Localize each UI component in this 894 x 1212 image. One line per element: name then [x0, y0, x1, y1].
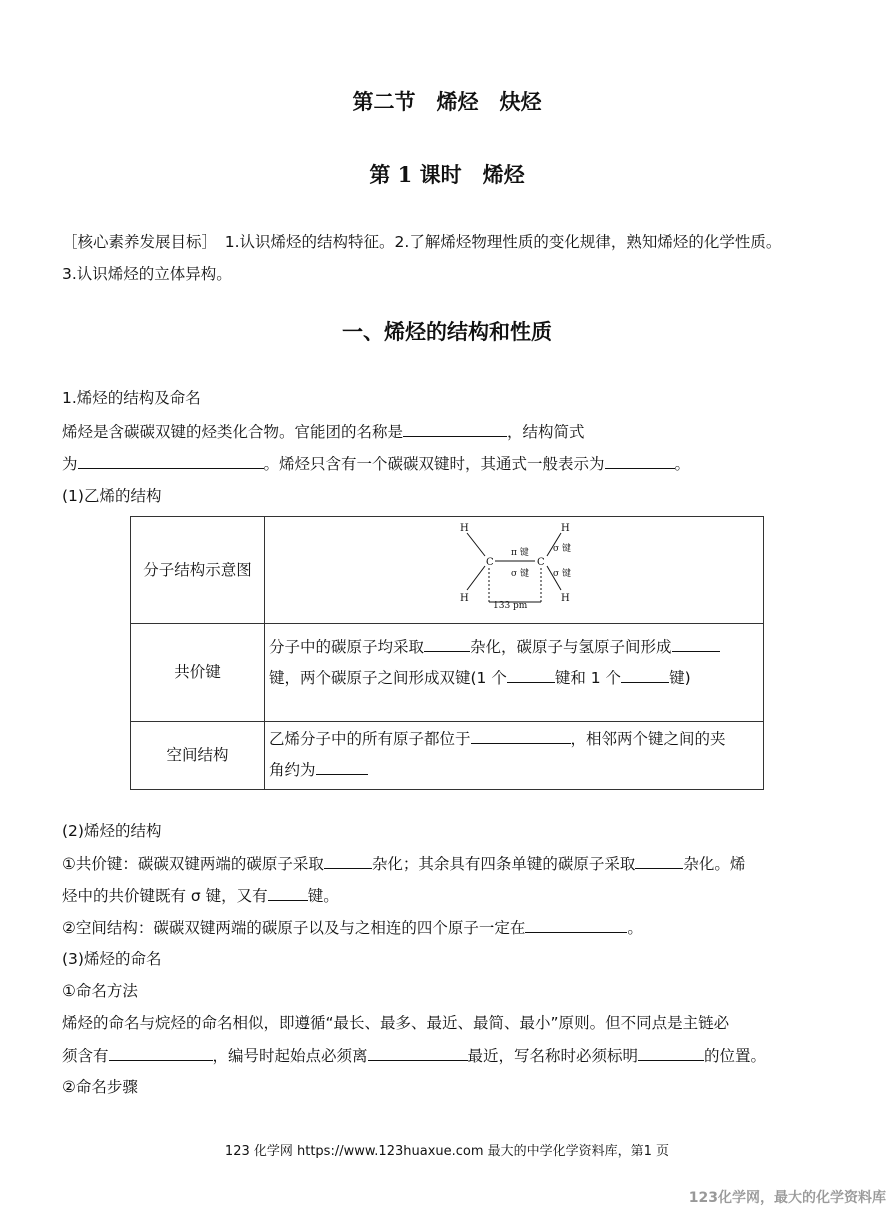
diagram-cell — [265, 517, 764, 624]
text-fragment: 的位置。 — [704, 1047, 767, 1065]
sigma-bond-label: σ 键 — [511, 568, 530, 579]
table-label: 空间结构 — [131, 722, 265, 790]
lesson-title: 第 1 课时 烯烃 — [369, 162, 525, 187]
text-fragment: 烃中的共价键既有 σ 键，又有 — [62, 887, 268, 905]
text-fragment: 烯烃是含碳碳双键的烃类化合物。官能团的名称是 — [62, 423, 404, 441]
answer-blank[interactable] — [635, 853, 683, 869]
text-fragment: 为 — [62, 455, 78, 473]
text-fragment: 最近，写名称时必须标明 — [467, 1047, 639, 1065]
text-fragment: ②空间结构：碳碳双键两端的碳原子以及与之相连的四个原子一定在 — [62, 919, 526, 937]
text-fragment: 杂化，碳原子与氢原子间形成 — [470, 638, 672, 656]
table-row — [131, 517, 764, 624]
text-fragment: 杂化。烯 — [683, 855, 746, 873]
site-watermark: 123化学网，最大的化学资料库 — [688, 1190, 886, 1206]
answer-blank[interactable] — [109, 1045, 213, 1061]
cell-line — [269, 632, 759, 663]
answer-blank[interactable] — [424, 636, 470, 652]
answer-blank[interactable] — [368, 1045, 468, 1061]
answer-blank[interactable] — [525, 917, 627, 933]
text-fragment: ，相邻两个键之间的夹 — [570, 730, 726, 748]
answer-blank[interactable] — [621, 667, 669, 683]
cell-line — [269, 724, 759, 755]
atom-C: C — [486, 556, 494, 568]
text-fragment: 键和 1 个 — [554, 669, 622, 687]
paragraph-line — [62, 421, 585, 442]
cell-line — [269, 755, 759, 786]
bond-line — [467, 566, 485, 590]
text-fragment: ①共价键：碳碳双键两端的碳原子采取 — [62, 855, 324, 873]
text-fragment: 。 — [627, 919, 643, 937]
ethylene-diagram — [265, 518, 763, 623]
page-footer: 123 化学网 https://www.123huaxue.com 最大的中学化学资料库，第1 页 — [224, 1144, 670, 1159]
answer-blank[interactable] — [268, 885, 308, 901]
page-title: 第二节 烯烃 炔烃 — [352, 89, 542, 114]
text-fragment: 键，两个碳原子之间形成双键(1 个 — [269, 669, 507, 687]
sub-heading: (1)乙烯的结构 — [62, 487, 162, 505]
table-label: 共价键 — [131, 624, 265, 722]
text-fragment: 乙烯分子中的所有原子都位于 — [269, 730, 471, 748]
table-label: 分子结构示意图 — [131, 517, 265, 624]
paragraph-line: 烯烃的命名与烷烃的命名相似，即遵循“最长、最多、最近、最简、最小”原则。但不同点是主链必 — [62, 1014, 730, 1032]
paragraph-line — [62, 917, 643, 938]
pi-bond-label: π 键 — [511, 547, 529, 558]
sigma-bond-label: σ 键 — [553, 543, 572, 554]
text-fragment: 键。 — [307, 887, 339, 905]
ethylene-structure-table — [130, 516, 764, 790]
paragraph-line — [62, 885, 339, 906]
answer-blank[interactable] — [471, 728, 571, 744]
table-cell — [265, 624, 764, 722]
goals-line1: ［核心素养发展目标］ 1.认识烯烃的结构特征。2.了解烯烃物理性质的变化规律，熟知烯烃的化学性质。 — [62, 233, 782, 251]
sub-heading: ②命名步骤 — [62, 1078, 138, 1096]
table-row — [131, 722, 764, 790]
part1-heading: 1.烯烃的结构及命名 — [62, 389, 201, 407]
answer-blank[interactable] — [605, 453, 675, 469]
section-heading: 一、烯烃的结构和性质 — [342, 319, 552, 344]
text-fragment: 杂化；其余具有四条单键的碳原子采取 — [371, 855, 636, 873]
cell-line — [269, 663, 759, 694]
atom-H: H — [561, 522, 570, 534]
atom-C: C — [537, 556, 545, 568]
answer-blank[interactable] — [638, 1045, 704, 1061]
sub-heading: (2)烯烃的结构 — [62, 822, 162, 840]
text-fragment: ，编号时起始点必须离 — [212, 1047, 368, 1065]
text-fragment: 键) — [669, 669, 691, 687]
text-fragment: 。 — [674, 455, 691, 473]
table-cell — [265, 722, 764, 790]
answer-blank[interactable] — [672, 636, 720, 652]
answer-blank[interactable] — [316, 759, 368, 775]
sigma-bond-label: σ 键 — [553, 568, 572, 579]
bond-line — [467, 533, 485, 556]
text-fragment: 须含有 — [62, 1047, 109, 1065]
answer-blank[interactable] — [78, 453, 264, 469]
paragraph-line — [62, 853, 745, 874]
paragraph-line — [62, 453, 690, 474]
answer-blank[interactable] — [324, 853, 372, 869]
goals-line2: 3.认识烯烃的立体异构。 — [62, 265, 232, 283]
paragraph-line — [62, 1045, 766, 1066]
sub-heading: (3)烯烃的命名 — [62, 950, 162, 968]
atom-H: H — [561, 592, 570, 604]
text-fragment: 。烯烃只含有一个碳碳双键时，其通式一般表示为 — [263, 455, 605, 473]
answer-blank[interactable] — [507, 667, 555, 683]
text-fragment: 角约为 — [269, 761, 316, 779]
bond-length-label: 133 pm — [493, 600, 528, 611]
table-row — [131, 624, 764, 722]
atom-H: H — [460, 592, 469, 604]
answer-blank[interactable] — [403, 421, 507, 437]
sub-heading: ①命名方法 — [62, 982, 138, 1000]
atom-H: H — [460, 522, 469, 534]
text-fragment: ，结构简式 — [507, 423, 585, 441]
text-fragment: 分子中的碳原子均采取 — [269, 638, 425, 656]
